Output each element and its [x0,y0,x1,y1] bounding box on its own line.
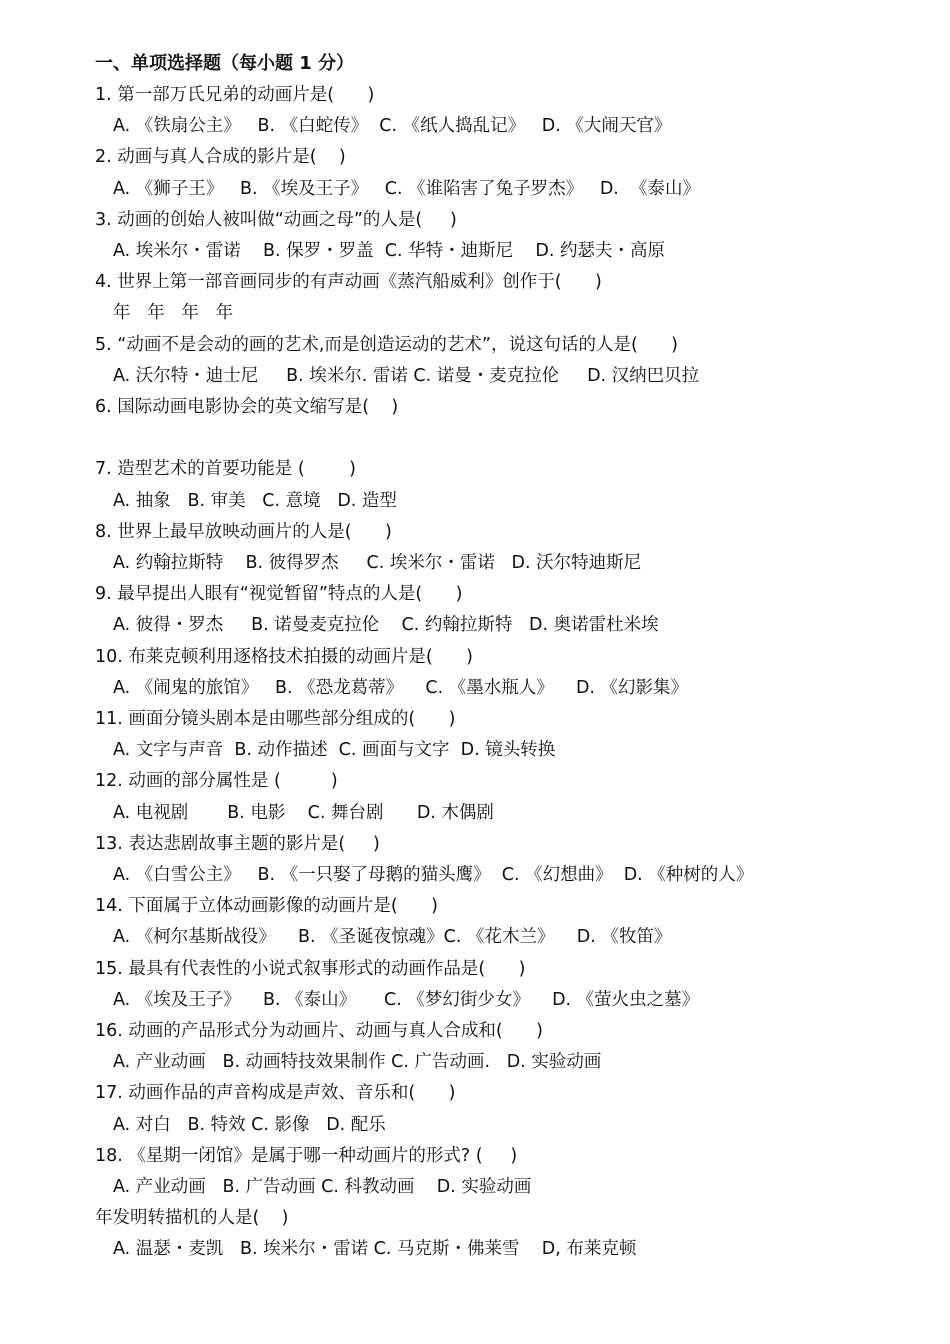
question-text: 14. 下面属于立体动画影像的动画片是( ) [95,896,438,917]
answer-options: A. 电视剧 B. 电影 C. 舞台剧 D. 木偶剧 [113,802,494,823]
answer-options: A. 埃米尔・雷诺 B. 保罗・罗盖 C. 华特・迪斯尼 D. 约瑟夫・高原 [113,241,665,261]
answer-options: A. 产业动画 B. 动画特技效果制作 C. 广告动画. D. 实验动画 [113,1052,602,1073]
answer-options: A. 《埃及王子》 B. 《泰山》 C. 《梦幻街少女》 D. 《萤火虫之墓》 [113,989,700,1010]
answer-options: A. 《闹鬼的旅馆》 B. 《恐龙葛蒂》 C. 《墨水瓶人》 D. 《幻影集》 [113,677,689,698]
question-text: 13. 表达悲剧故事主题的影片是( ) [95,833,380,854]
answer-options: 年 年 年 年 [113,303,234,324]
question-text: 12. 动画的部分属性是 ( ) [95,771,338,792]
question-text: 9. 最早提出人眼有“视觉暂留”特点的人是( ) [95,584,463,605]
answer-options: A. 《狮子王》 B. 《埃及王子》 C. 《谁陷害了兔子罗杰》 D. 《泰山》 [113,178,700,199]
question-text: 18. 《星期一闭馆》是属于哪一种动画片的形式? ( ) [95,1145,518,1166]
question-text: 4. 世界上第一部音画同步的有声动画《蒸汽船威利》创作于( ) [95,272,602,293]
answer-options: A. 对白 B. 特效 C. 影像 D. 配乐 [113,1114,386,1135]
question-text: 5. “动画不是会动的画的艺术,而是创造运动的艺术”，说这句话的人是( ) [95,334,678,355]
answer-options: A. 《白雪公主》 B. 《一只娶了母鹅的猫头鹰》 C. 《幻想曲》 D. 《种树的人》 [113,865,754,885]
answer-options: A. 产业动画 B. 广告动画 C. 科教动画 D. 实验动画 [113,1177,532,1197]
section-title: 一、单项选择题（每小题 1 分） [95,53,355,74]
question-text: 11. 画面分镜头剧本是由哪些部分组成的( ) [95,709,456,729]
answer-options: A. 沃尔特・迪士尼 B. 埃米尔. 雷诺 C. 诺曼・麦克拉伦 D. 汉纳巴贝拉 [113,365,700,386]
question-text: 7. 造型艺术的首要功能是 ( ) [95,459,356,480]
question-text: 15. 最具有代表性的小说式叙事形式的动画作品是( ) [95,958,526,979]
question-text: 16. 动画的产品形式分为动画片、动画与真人合成和( ) [95,1021,543,1041]
answer-options: A. 抽象 B. 审美 C. 意境 D. 造型 [113,490,397,511]
question-text: 17. 动画作品的声音构成是声效、音乐和( ) [95,1083,456,1104]
question-text: 1. 第一部万氏兄弟的动画片是( ) [95,85,375,105]
answer-options: A. 《柯尔基斯战役》 B. 《圣诞夜惊魂》C. 《花木兰》 D. 《牧笛》 [113,927,672,948]
question-text: 年发明转描机的人是( ) [95,1208,289,1229]
answer-options: A. 彼得・罗杰 B. 诺曼麦克拉伦 C. 约翰拉斯特 D. 奥诺雷杜米埃 [113,615,659,636]
answer-options: A. 《铁扇公主》 B. 《白蛇传》 C. 《纸人捣乱记》 D. 《大闹天官》 [113,116,672,137]
answer-options: A. 文字与声音 B. 动作描述 C. 画面与文字 D. 镜头转换 [113,740,556,761]
answer-options: A. 约翰拉斯特 B. 彼得罗杰 C. 埃米尔・雷诺 D. 沃尔特迪斯尼 [113,553,642,573]
question-text: 10. 布莱克顿利用逐格技术拍摄的动画片是( ) [95,646,473,667]
question-text: 3. 动画的创始人被叫做“动画之母”的人是( ) [95,209,457,230]
question-text: 6. 国际动画电影协会的英文缩写是( ) [95,397,399,417]
answer-options: A. 温瑟・麦凯 B. 埃米尔・雷诺 C. 马克斯・佛莱雪 D, 布莱克顿 [113,1239,637,1260]
question-text: 2. 动画与真人合成的影片是( ) [95,147,346,168]
question-text: 8. 世界上最早放映动画片的人是( ) [95,521,392,542]
